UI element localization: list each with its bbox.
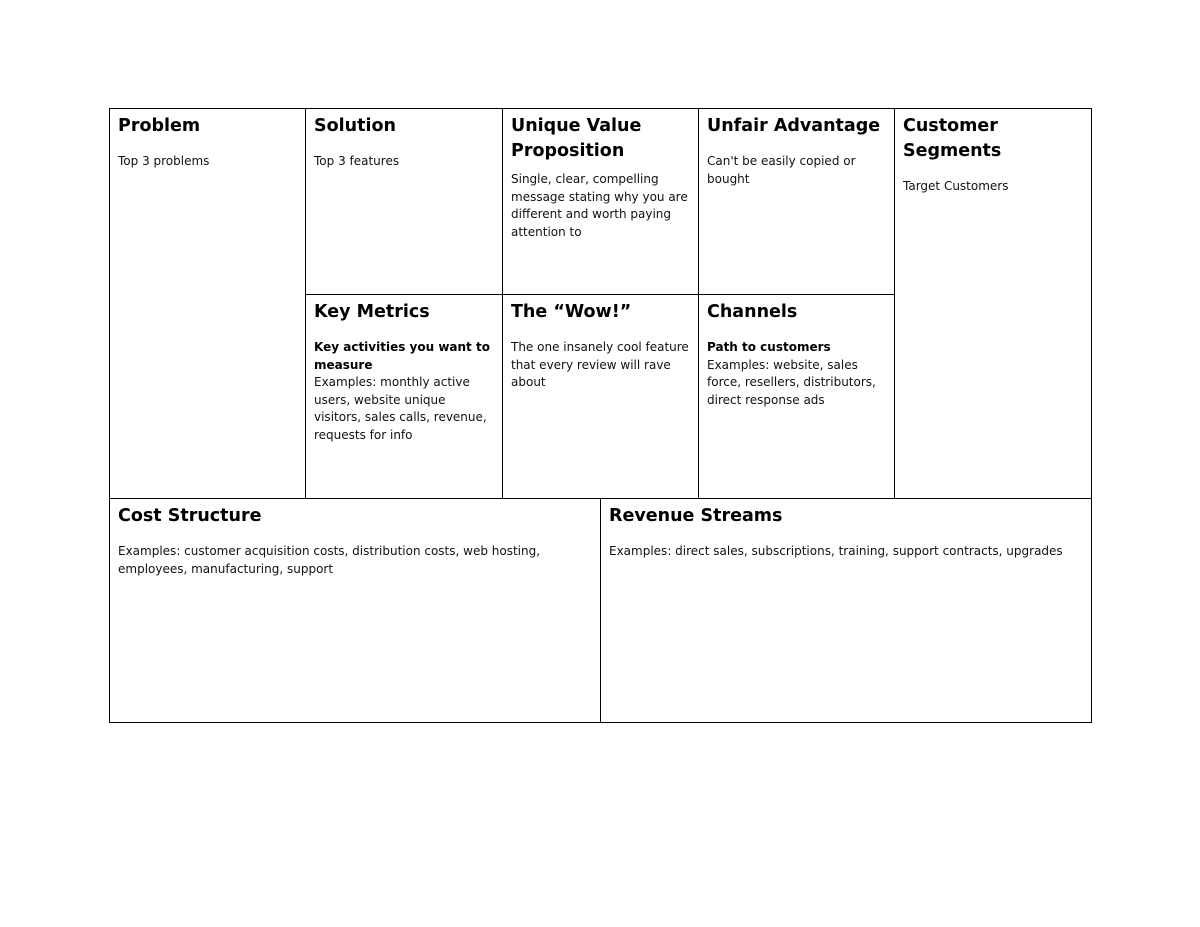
solution-title: Solution [314,116,396,136]
key-metrics-cell [306,295,502,498]
wow-title: The “Wow!” [511,302,632,322]
cost-structure-title: Cost Structure [118,506,262,526]
problem-title: Problem [118,116,201,136]
key-metrics-subtitle: Key activities you want to measure [314,340,490,372]
revenue-streams-cell [601,499,1091,722]
cost-structure-cell [110,499,600,722]
problem-cell [110,109,305,498]
wow-cell [503,295,698,498]
unfair-advantage-description: Can't be easily copied or bought [707,154,856,186]
key-metrics-description: Examples: monthly active users, website unique visitors, sales calls, revenue, requests for info [314,375,487,442]
solution-cell [306,109,502,294]
problem-description: Top 3 problems [118,154,210,168]
customer-segments-cell [895,109,1091,498]
wow-description: The one insanely cool feature that every review will rave about [511,340,689,389]
uvp-title: Unique Value Proposition [511,116,642,161]
cost-structure-description: Examples: customer acquisition costs, distribution costs, web hosting, employees, manufacturing, support [118,544,541,576]
channels-subtitle: Path to customers [707,340,831,354]
uvp-description: Single, clear, compelling message stating why you are different and worth paying attention to [511,172,688,239]
revenue-streams-description: Examples: direct sales, subscriptions, training, support contracts, upgrades [609,544,1063,558]
channels-title: Channels [707,302,798,322]
solution-description: Top 3 features [314,154,400,168]
uvp-cell [503,109,698,294]
unfair-advantage-cell [699,109,894,294]
customer-segments-title: Customer Segments [903,116,1002,161]
key-metrics-title: Key Metrics [314,302,430,322]
unfair-advantage-title: Unfair Advantage [707,116,881,136]
lean-canvas-table [109,108,1092,723]
channels-description: Examples: website, sales force, resellers, distributors, direct response ads [707,357,876,407]
channels-cell [699,295,894,498]
revenue-streams-title: Revenue Streams [609,506,783,526]
customer-segments-description: Target Customers [903,179,1009,193]
